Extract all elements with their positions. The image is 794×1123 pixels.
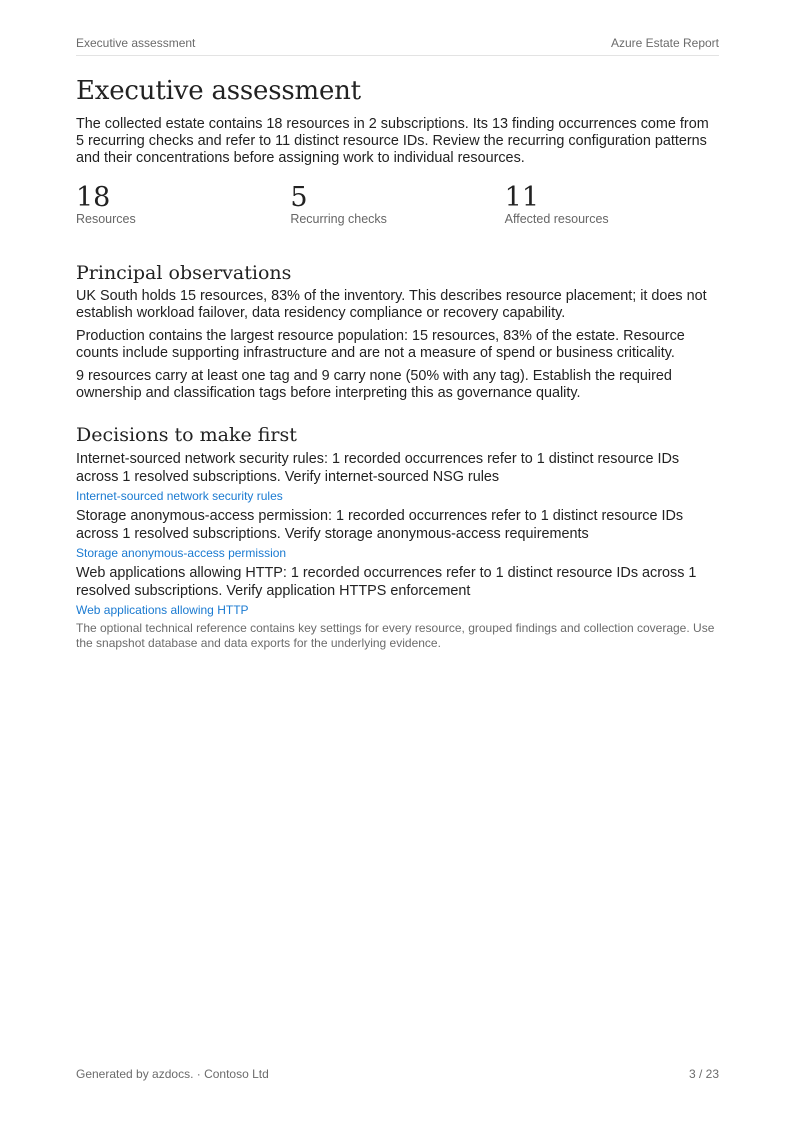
metric-label: Affected resources	[504, 212, 609, 226]
page-number: 3 / 23	[688, 1067, 719, 1081]
decisions-heading: Decisions to make first	[76, 424, 297, 446]
decision-item: Storage anonymous-access permission: 1 recorded occurrences refer to 1 distinct resource IDs across 1 resolved subscriptions. Verify storage anonymous-access requirements	[76, 508, 684, 542]
observation-item: UK South holds 15 resources, 83% of the inventory. This describes resource placement; it does not establish workload failover, data residency compliance or recovery capability.	[76, 288, 707, 321]
metric-label: Resources	[76, 212, 136, 226]
header-section-label: Executive assessment	[76, 36, 196, 50]
running-footer	[76, 1067, 719, 1081]
observation-item: Production contains the largest resource population: 15 resources, 83% of the estate. Resource counts include supporting infrastructure and are not a measure of spend or business criticality.	[76, 328, 685, 361]
main-content	[76, 76, 719, 651]
decision-item: Internet-sourced network security rules: 1 recorded occurrences refer to 1 distinct resource IDs across 1 resolved subscriptions. Verify internet-sourced NSG rules	[76, 451, 680, 485]
section-spacer	[76, 408, 719, 424]
decision-link-storage-access[interactable]: Storage anonymous-access permission	[76, 546, 287, 560]
header-report-title: Azure Estate Report	[610, 36, 719, 50]
observation-item: 9 resources carry at least one tag and 9 carry none (50% with any tag). Establish the required ownership and classification tags before interpreting this as governance quality.	[76, 368, 672, 401]
metric-resources	[76, 183, 290, 226]
technical-reference-note: The optional technical reference contains key settings for every resource, grouped findings and collection coverage. Use the snapshot database and data exports for the underlying evidence.	[76, 621, 715, 650]
running-header	[76, 36, 719, 56]
report-page	[76, 0, 719, 1123]
decision-link-web-http[interactable]: Web applications allowing HTTP	[76, 603, 249, 617]
decision-link-nsg-rules[interactable]: Internet-sourced network security rules	[76, 489, 283, 503]
observations-heading: Principal observations	[76, 262, 292, 284]
metric-value: 5	[290, 182, 308, 213]
metric-affected-resources	[505, 183, 719, 226]
page-title: Executive assessment	[76, 76, 361, 106]
metric-label: Recurring checks	[290, 212, 387, 226]
footer-generated-by: Generated by azdocs. · Contoso Ltd	[76, 1067, 269, 1081]
decision-item: Web applications allowing HTTP: 1 recorded occurrences refer to 1 distinct resource IDs across 1 resolved subscriptions. Verify application HTTPS enforcement	[76, 565, 697, 599]
metrics-row	[76, 183, 719, 226]
metric-recurring-checks	[290, 183, 504, 226]
metric-value: 18	[76, 182, 111, 213]
intro-paragraph: The collected estate contains 18 resources in 2 subscriptions. Its 13 finding occurrences come from 5 recurring checks and refer to 11 distinct resource IDs. Review the recurring configuration patterns and their concentrations before assigning work to individual resources.	[76, 116, 709, 166]
metric-value: 11	[504, 182, 540, 213]
